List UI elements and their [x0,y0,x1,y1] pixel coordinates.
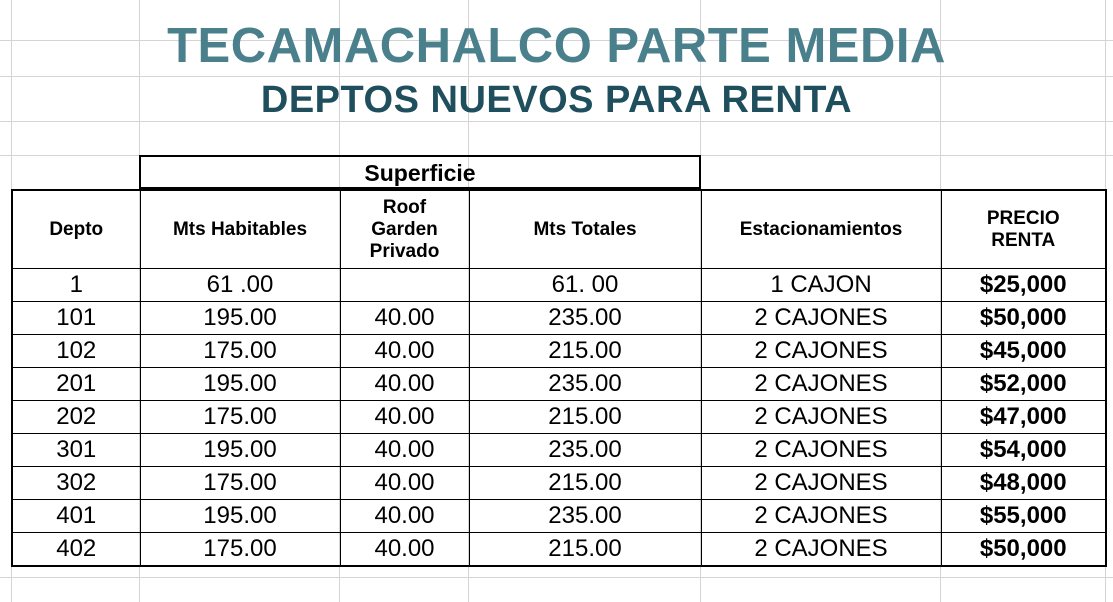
cell-roof-garden[interactable]: 40.00 [340,401,469,434]
cell-mts-totales[interactable]: 235.00 [469,302,701,335]
header-row [12,190,1106,269]
header-roof-line3: Privado [369,240,440,262]
table-row [12,467,1106,500]
cell-mts-totales[interactable]: 215.00 [469,401,701,434]
cell-mts-totales[interactable]: 215.00 [469,335,701,368]
superficie-group-header: Superficie [139,155,701,189]
table-row [12,533,1106,567]
cell-depto[interactable]: 101 [12,302,140,335]
cell-estacionamientos[interactable]: 2 CAJONES [701,500,941,533]
cell-depto[interactable]: 402 [12,533,140,567]
cell-depto[interactable]: 301 [12,434,140,467]
cell-mts-habitables[interactable]: 175.00 [140,533,340,567]
cell-mts-totales[interactable]: 235.00 [469,434,701,467]
cell-precio-renta[interactable]: $54,000 [941,434,1106,467]
cell-roof-garden[interactable]: 40.00 [340,335,469,368]
cell-precio-renta[interactable]: $50,000 [941,302,1106,335]
cell-estacionamientos[interactable]: 2 CAJONES [701,467,941,500]
cell-roof-garden[interactable]: 40.00 [340,302,469,335]
header-roof-line2: Garden [371,218,438,240]
cell-mts-totales[interactable]: 235.00 [469,368,701,401]
sheet-subtitle: DEPTOS NUEVOS PARA RENTA [260,79,853,121]
cell-roof-garden[interactable] [340,269,469,302]
cell-estacionamientos[interactable]: 2 CAJONES [701,335,941,368]
header-depto[interactable]: Depto [12,190,140,269]
cell-mts-totales[interactable]: 235.00 [469,500,701,533]
cell-estacionamientos[interactable]: 2 CAJONES [701,368,941,401]
cell-roof-garden[interactable]: 40.00 [340,500,469,533]
cell-mts-habitables[interactable]: 61 .00 [140,269,340,302]
cell-depto[interactable]: 201 [12,368,140,401]
table-row [12,500,1106,533]
cell-estacionamientos[interactable]: 2 CAJONES [701,533,941,567]
cell-precio-renta[interactable]: $55,000 [941,500,1106,533]
cell-estacionamientos[interactable]: 2 CAJONES [701,302,941,335]
cell-mts-habitables[interactable]: 175.00 [140,467,340,500]
cell-precio-renta[interactable]: $52,000 [941,368,1106,401]
cell-depto[interactable]: 1 [12,269,140,302]
cell-depto[interactable]: 102 [12,335,140,368]
table-row [12,269,1106,302]
cell-roof-garden[interactable]: 40.00 [340,368,469,401]
cell-estacionamientos[interactable]: 1 CAJON [701,269,941,302]
cell-mts-habitables[interactable]: 195.00 [140,500,340,533]
cell-precio-renta[interactable]: $50,000 [941,533,1106,567]
cell-precio-renta[interactable]: $45,000 [941,335,1106,368]
table-row [12,368,1106,401]
cell-precio-renta[interactable]: $47,000 [941,401,1106,434]
header-roof-line1: Roof [382,196,427,218]
header-roof-garden[interactable] [340,190,469,269]
header-precio-line1: PRECIO [986,207,1060,229]
cell-estacionamientos[interactable]: 2 CAJONES [701,434,941,467]
cell-mts-habitables[interactable]: 195.00 [140,434,340,467]
cell-precio-renta[interactable]: $48,000 [941,467,1106,500]
sheet-title: TECAMACHALCO PARTE MEDIA [167,19,946,73]
header-precio-line2: RENTA [991,229,1056,251]
cell-depto[interactable]: 401 [12,500,140,533]
table-row [12,434,1106,467]
cell-precio-renta[interactable]: $25,000 [941,269,1106,302]
cell-mts-habitables[interactable]: 195.00 [140,368,340,401]
cell-mts-totales[interactable]: 215.00 [469,467,701,500]
header-mts-habitables[interactable]: Mts Habitables [140,190,340,269]
header-estacionamientos[interactable]: Estacionamientos [701,190,941,269]
table-row [12,401,1106,434]
cell-estacionamientos[interactable]: 2 CAJONES [701,401,941,434]
cell-mts-habitables[interactable]: 195.00 [140,302,340,335]
table-row [12,302,1106,335]
cell-mts-habitables[interactable]: 175.00 [140,335,340,368]
cell-roof-garden[interactable]: 40.00 [340,533,469,567]
cell-roof-garden[interactable]: 40.00 [340,434,469,467]
header-mts-totales[interactable]: Mts Totales [469,190,701,269]
cell-mts-totales[interactable]: 215.00 [469,533,701,567]
cell-depto[interactable]: 302 [12,467,140,500]
header-precio-renta[interactable] [941,190,1106,269]
cell-depto[interactable]: 202 [12,401,140,434]
cell-mts-habitables[interactable]: 175.00 [140,401,340,434]
cell-roof-garden[interactable]: 40.00 [340,467,469,500]
rental-table [11,189,1107,567]
cell-mts-totales[interactable]: 61. 00 [469,269,701,302]
table-row [12,335,1106,368]
